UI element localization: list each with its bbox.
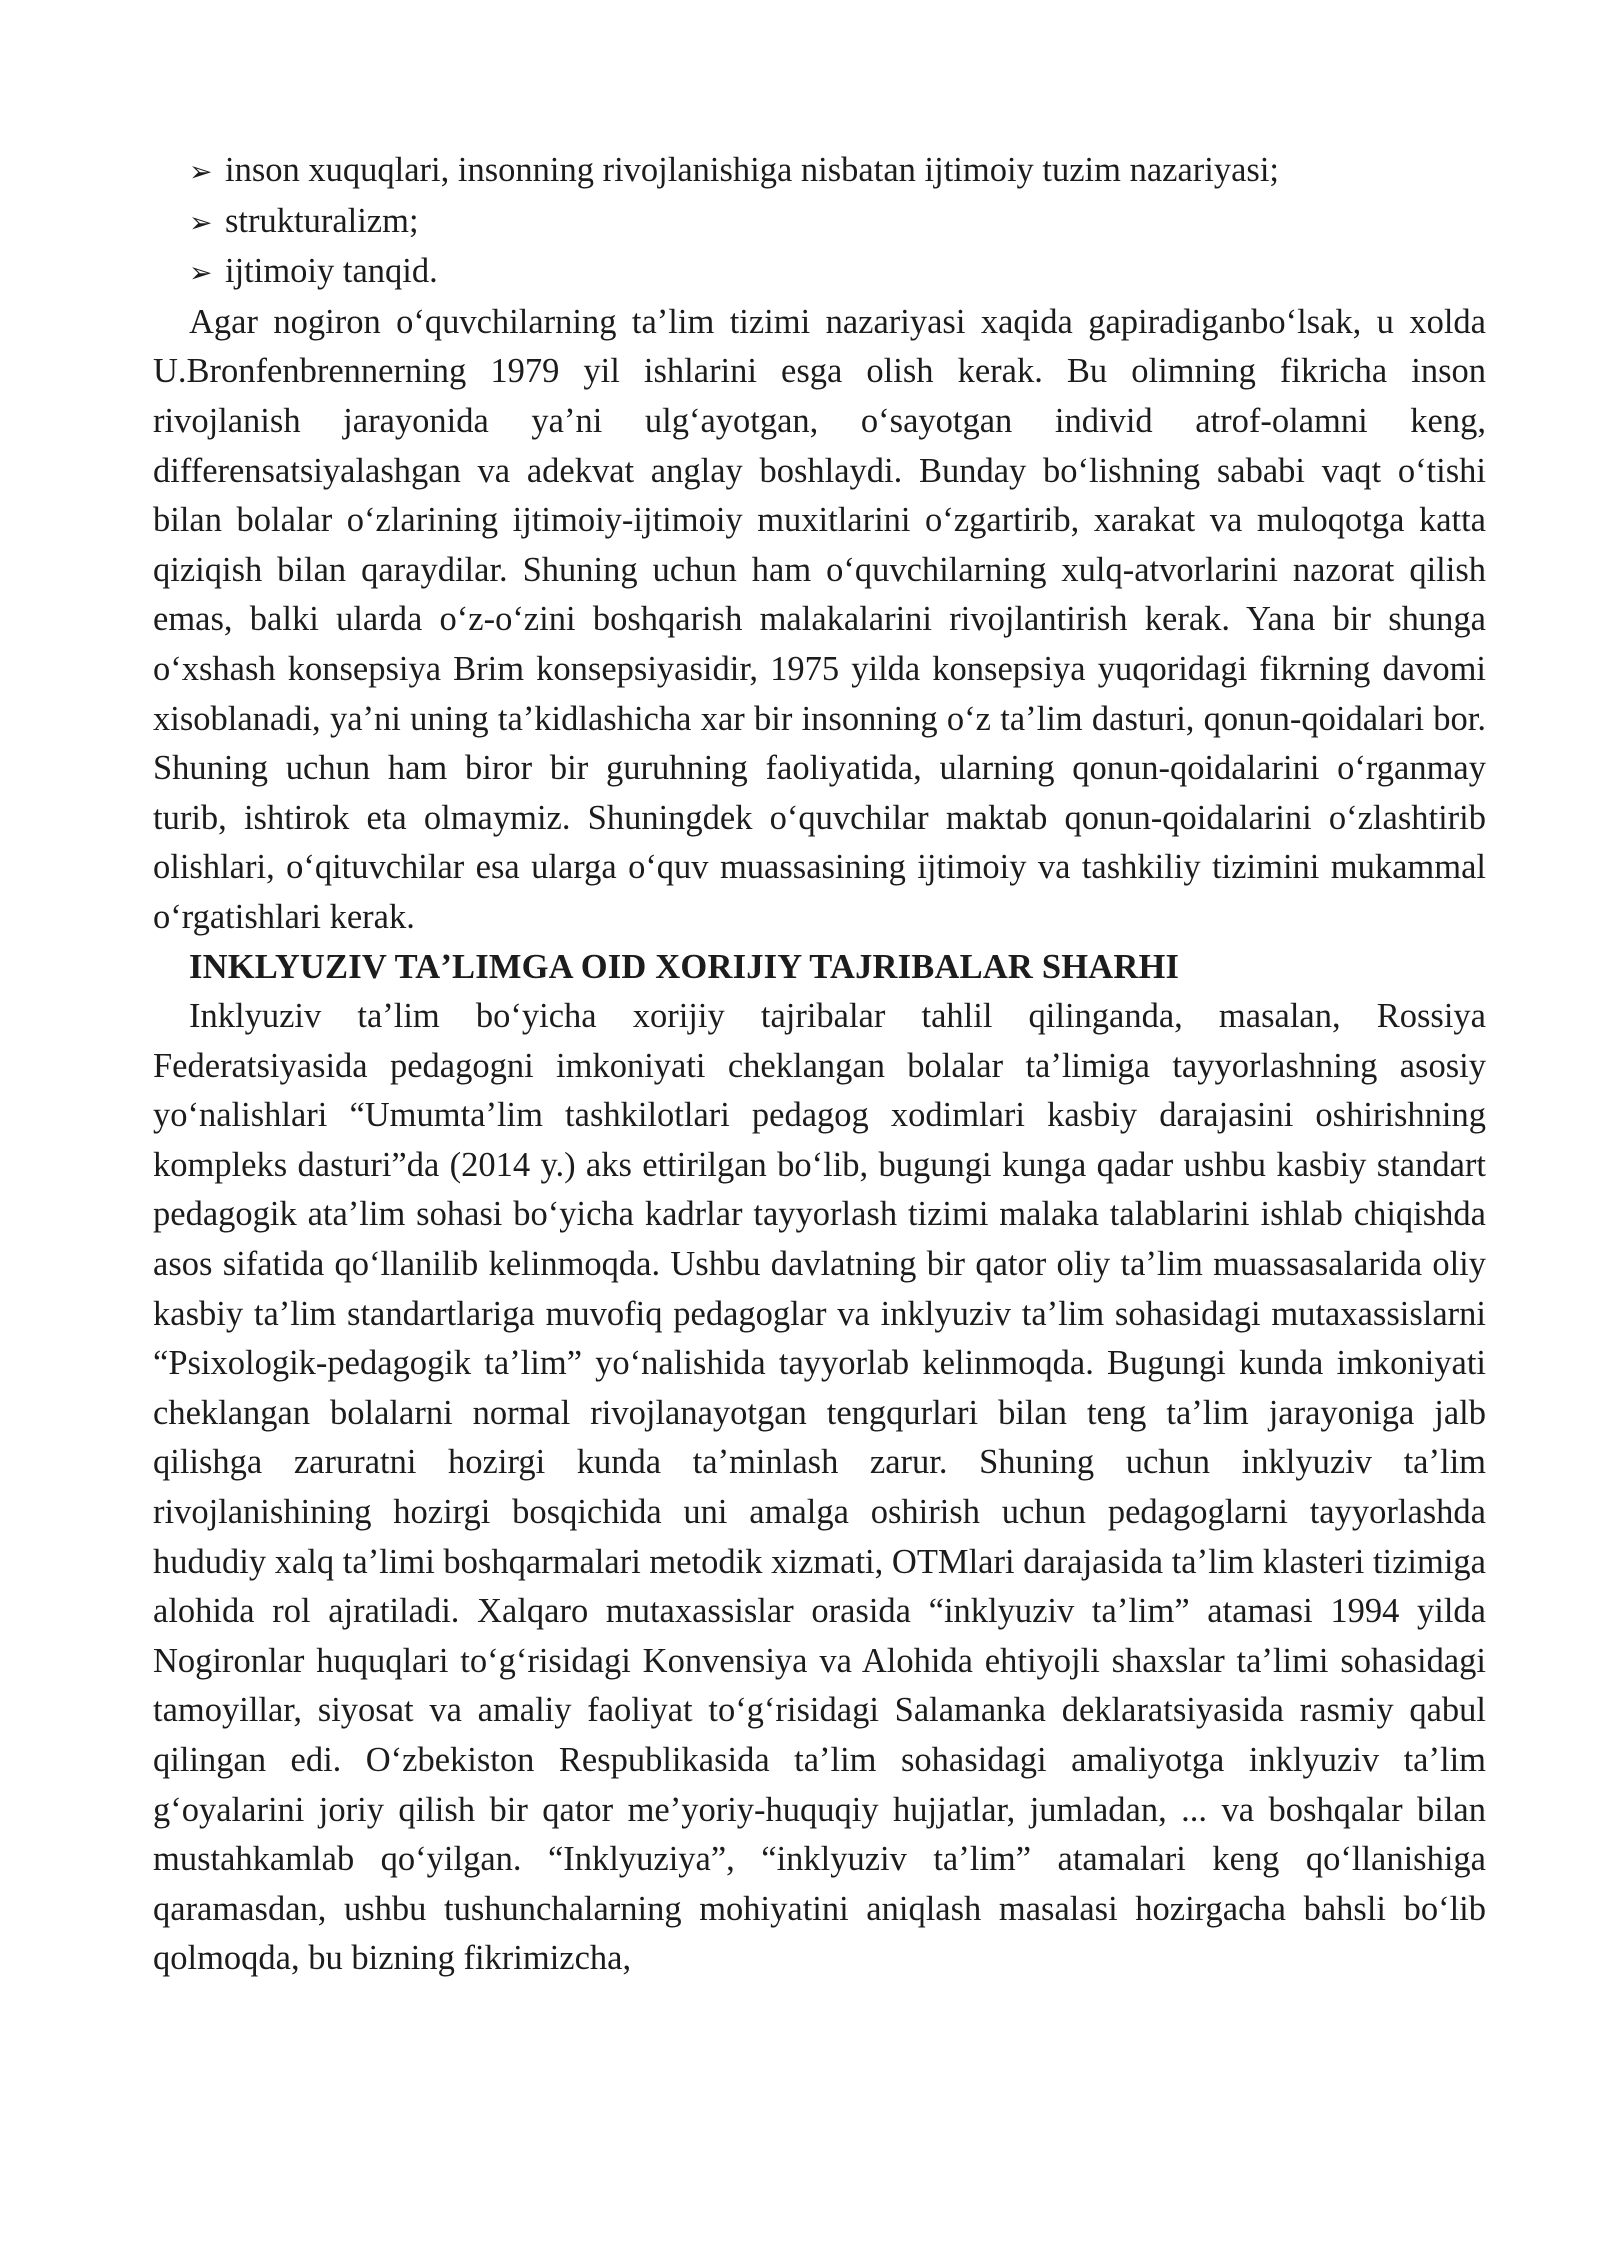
bullet-item — [153, 146, 1486, 197]
arrow-bullet-icon: ➢ — [189, 205, 213, 239]
body-paragraph: Inklyuziv taʼlim boʻyicha xorijiy tajribalar tahlil qilinganda, masalan, Rossiya Federatsiyasida pedagogni imkoniyati cheklangan bolalar taʼlimiga tayyorlashning asosiy yoʻnalishlari “Umumtaʼlim tashkilotlari pedagog xodimlari kasbiy darajasini oshirishning kompleks dasturi”da (2014 y.) aks ettirilgan boʻlib, bugungi kunga qadar ushbu kasbiy standart pedagogik ataʼlim sohasi boʻyicha kadrlar tayyorlash tizimi malaka talablarini ishlab chiqishda asos sifatida qoʻllanilib kelinmoqda. Ushbu davlatning bir qator oliy taʼlim muassasalarida oliy kasbiy taʼlim standartlariga muvofiq pedagoglar va inklyuziv taʼlim sohasidagi mutaxassislarni “Psixologik-pedagogik taʼlim” yoʻnalishida tayyorlab kelinmoqda. Bugungi kunda imkoniyati cheklangan bolalarni normal rivojlanayotgan tengqurlari bilan teng taʼlim jarayoniga jalb qilishga zaruratni hozirgi kunda taʼminlash zarur. Shuning uchun inklyuziv taʼlim rivojlanishining hozirgi bosqichida uni amalga oshirish uchun pedagoglarni tayyorlashda hududiy xalq taʼlimi boshqarmalari metodik xizmati, OTMlari darajasida taʼlim klasteri tizimiga alohida rol ajratiladi. Xalqaro mutaxassislar orasida “inklyuziv taʼlim” atamasi 1994 yilda Nogironlar huquqlari toʻgʻrisidagi Konvensiya va Alohida ehtiyojli shaxslar taʼlimi sohasidagi tamoyillar, siyosat va amaliy faoliyat toʻgʻrisidagi Salamanka deklaratsiyasida rasmiy qabul qilingan edi. Oʻzbekiston Respublikasida taʼlim sohasidagi amaliyotga inklyuziv taʼlim gʻoyalarini joriy qilish bir qator meʼyoriy-huquqiy hujjatlar, jumladan, ... va boshqalar bilan mustahkamlab qoʻyilgan. “Inklyuziya”, “inklyuziv taʼlim” atamalari keng qoʻllanishiga qaramasdan, ushbu tushunchalarning mohiyatini aniqlash masalasi hozirgacha bahsli boʻlib qolmoqda, bu bizning fikrimizcha, — [153, 997, 1486, 1978]
arrow-bullet-icon: ➢ — [189, 256, 213, 290]
document-page — [153, 146, 1486, 1984]
bullet-item — [153, 197, 1486, 248]
section-heading: INKLYUZIV TAʼLIMGA OID XORIJIY TAJRIBALAR SHARHI — [189, 947, 1180, 986]
bullet-text: inson xuquqlari, insonning rivojlanishiga nisbatan ijtimoiy tuzim nazariyasi; — [225, 151, 1280, 189]
arrow-bullet-icon: ➢ — [189, 155, 213, 188]
bullet-text: ijtimoiy tanqid. — [225, 252, 438, 291]
body-paragraph: Agar nogiron oʻquvchilarning taʼlim tizimi nazariyasi xaqida gapiradiganboʻlsak, u xolda U.Bronfenbrennerning 1979 yil ishlarini esga olish kerak. Bu olimning fikricha inson rivojlanish jarayonida yaʼni ulgʻayotgan, oʻsayotgan individ atrof-olamni keng, differensatsiyalashgan va adekvat anglay boshlaydi. Bunday boʻlishning sababi vaqt oʻtishi bilan bolalar oʻzlarining ijtimoiy-ijtimoiy muxitlarini oʻzgartirib, xarakat va muloqotga katta qiziqish bilan qaraydilar. Shuning uchun ham oʻquvchilarning xulq-atvorlarini nazorat qilish emas, balki ularda oʻz-oʻzini boshqarish malakalarini rivojlantirish kerak. Yana bir shunga oʻxshash konsepsiya Brim konsepsiyasidir, 1975 yilda konsepsiya yuqoridagi fikrning davomi xisoblanadi, yaʼni uning taʼkidlashicha xar bir insonning oʻz taʼlim dasturi, qonun-qoidalari bor. Shuning uchun ham biror bir guruhning faoliyatida, ularning qonun-qoidalarini oʻrganmay turib, ishtirok eta olmaymiz. Shuningdek oʻquvchilar maktab qonun-qoidalarini oʻzlashtirib olishlari, oʻqituvchilar esa ularga oʻquv muassasining ijtimoiy va tashkiliy tizimini mukammal oʻrgatishlari kerak. — [153, 302, 1486, 936]
bullet-text: strukturalizm; — [225, 201, 419, 240]
bullet-item — [153, 247, 1486, 298]
